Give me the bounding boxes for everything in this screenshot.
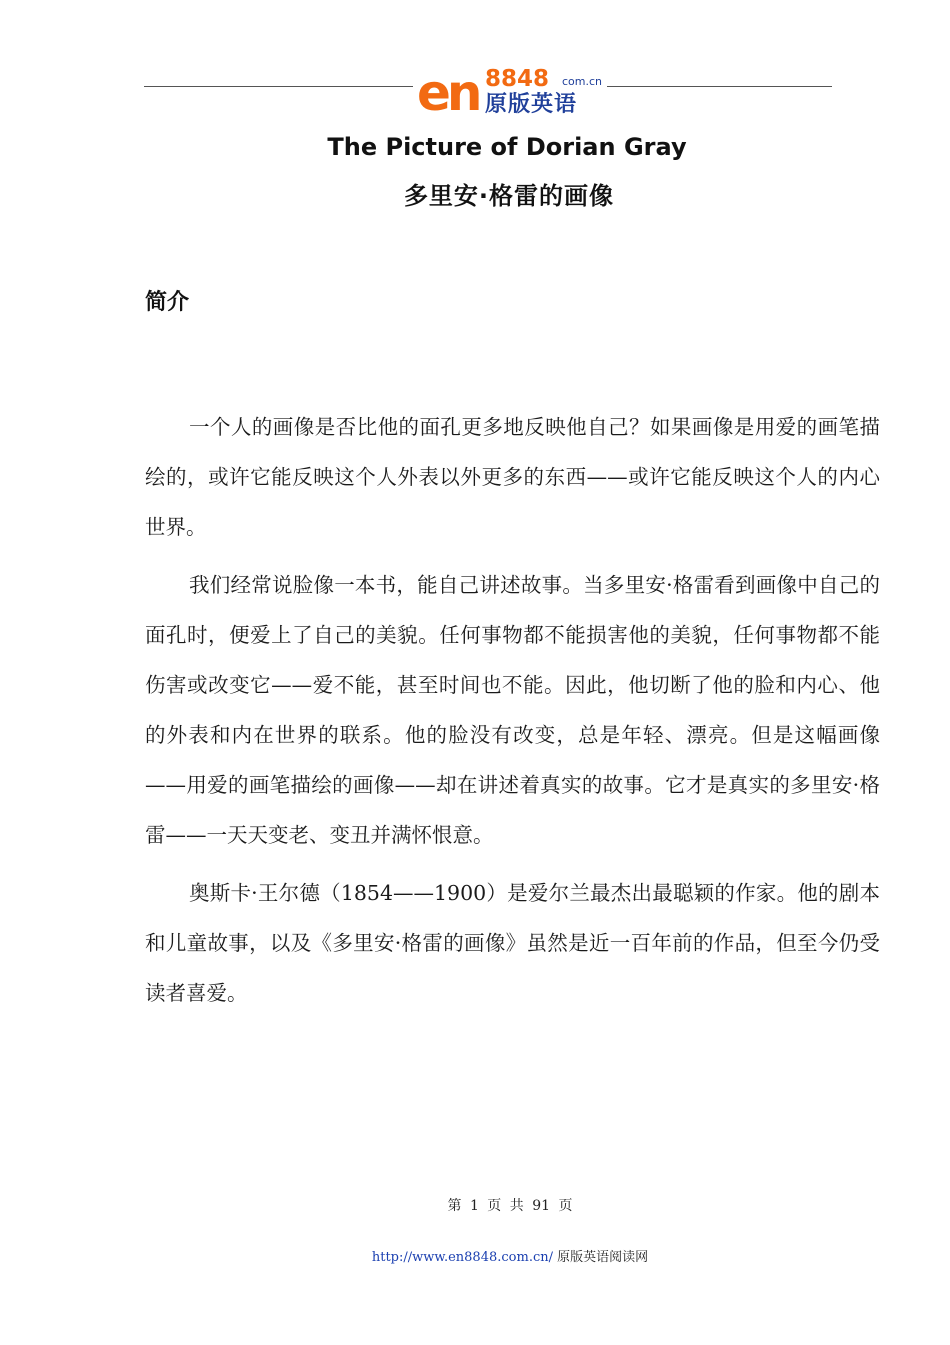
logo-domain-suffix: com.cn [562, 75, 603, 88]
footer-url-link[interactable]: http://www.en8848.com.cn/ [371, 1250, 553, 1265]
footer-site-name: 原版英语阅读网 [557, 1250, 649, 1265]
section-heading-intro: 简介 [145, 290, 190, 315]
logo-mark: en [417, 64, 479, 122]
site-logo[interactable] [413, 64, 607, 122]
paragraph-3: 奥斯卡·王尔德（1854——1900）是爱尔兰最杰出最聪颖的作家。他的剧本和儿童故事，以及《多里安·格雷的画像》虽然是近一百年前的作品，但至今仍受读者喜爱。 [145, 881, 880, 1005]
logo-number: 8848 [485, 66, 550, 92]
logo-chinese-name: 原版英语 [485, 92, 578, 117]
title-chinese: 多里安·格雷的画像 [403, 182, 615, 210]
intro-body [145, 402, 880, 1026]
page-number: 第 1 页 共 91 页 [447, 1198, 573, 1214]
paragraph-1: 一个人的画像是否比他的面孔更多地反映他自己？如果画像是用爱的画笔描绘的，或许它能反映这个人外表以外更多的东西——或许它能反映这个人的内心世界。 [145, 415, 880, 539]
title-english: The Picture of Dorian Gray [327, 133, 687, 161]
footer [0, 1248, 950, 1268]
paragraph-2: 我们经常说脸像一本书，能自己讲述故事。当多里安·格雷看到画像中自己的面孔时，便爱上了自己的美貌。任何事物都不能损害他的美貌，任何事物都不能伤害或改变它——爱不能，甚至时间也不能。因此，他切断了他的脸和内心、他的外表和内在世界的联系。他的脸没有改变，总是年轻、漂亮。但是这幅画像——用爱的画笔描绘的画像——却在讲述着真实的故事。它才是真实的多里安·格雷——一天天变老、变丑并满怀恨意。 [145, 573, 880, 847]
